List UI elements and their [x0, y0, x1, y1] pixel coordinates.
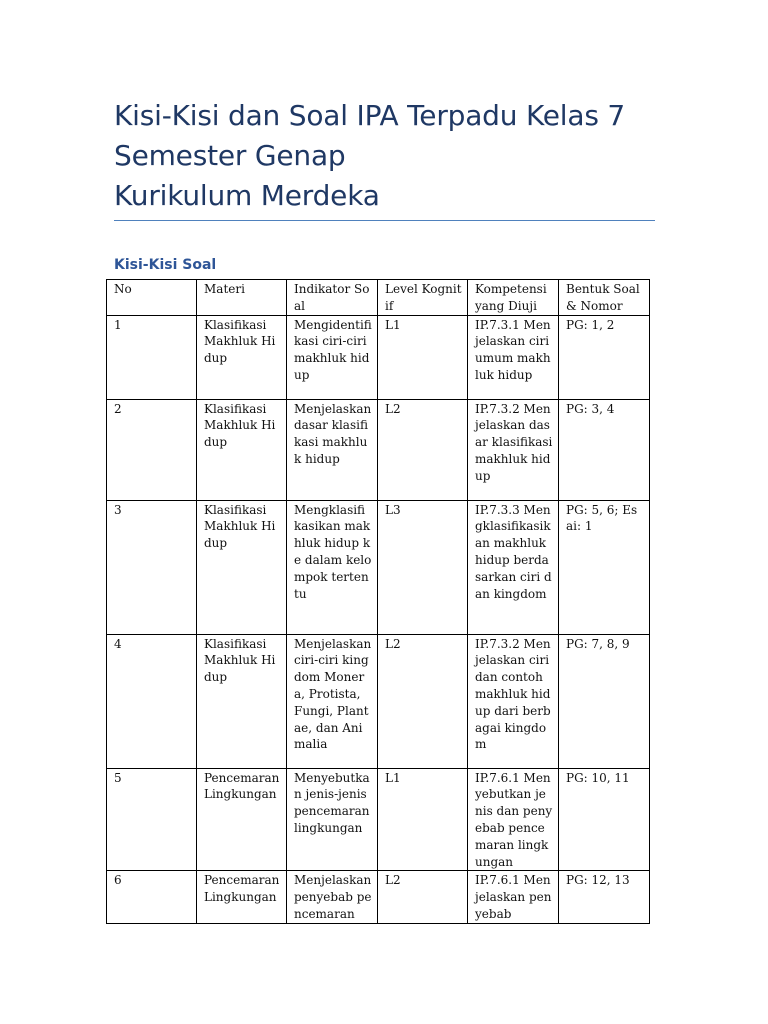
cell-no: 3 — [107, 500, 197, 634]
document-title-line: Kurikulum Merdeka — [114, 179, 380, 212]
cell-materi: Klasifikasi Makhluk Hidup — [197, 399, 287, 500]
cell-level: L1 — [378, 315, 468, 399]
cell-indikator: Mengklasifikasikan makhluk hidup ke dalam kelompok tertentu — [287, 500, 378, 634]
cell-level: L1 — [378, 768, 468, 871]
document-title — [114, 96, 674, 216]
table-row — [107, 500, 650, 634]
cell-materi: Pencemaran Lingkungan — [197, 768, 287, 871]
cell-bentuk: PG: 10, 11 — [559, 768, 650, 871]
header-level-kognitif: Level Kognitif — [378, 280, 468, 316]
document-title-line: Semester Genap — [114, 139, 346, 172]
cell-materi: Pencemaran Lingkungan — [197, 871, 287, 923]
cell-indikator: Menjelaskan dasar klasifikasi makhluk hidup — [287, 399, 378, 500]
cell-kompetensi: IP.7.6.1 Menjelaskan penyebab — [468, 871, 559, 923]
cell-level: L3 — [378, 500, 468, 634]
cell-bentuk: PG: 7, 8, 9 — [559, 634, 650, 768]
table-header-row — [107, 280, 650, 316]
header-materi: Materi — [197, 280, 287, 316]
cell-no: 6 — [107, 871, 197, 923]
cell-kompetensi: IP.7.6.1 Menyebutkan jenis dan penyebab pencemaran lingkungan — [468, 768, 559, 871]
title-divider — [114, 220, 655, 221]
cell-materi: Klasifikasi Makhluk Hidup — [197, 315, 287, 399]
cell-no: 1 — [107, 315, 197, 399]
cell-no: 4 — [107, 634, 197, 768]
cell-bentuk: PG: 5, 6; Esai: 1 — [559, 500, 650, 634]
cell-indikator: Mengidentifikasi ciri-ciri makhluk hidup — [287, 315, 378, 399]
table-row — [107, 315, 650, 399]
cell-kompetensi: IP.7.3.2 Menjelaskan dasar klasifikasi makhluk hidup — [468, 399, 559, 500]
cell-indikator: Menjelaskan penyebab pencemaran — [287, 871, 378, 923]
cell-no: 2 — [107, 399, 197, 500]
cell-bentuk: PG: 12, 13 — [559, 871, 650, 923]
cell-no: 5 — [107, 768, 197, 871]
cell-bentuk: PG: 1, 2 — [559, 315, 650, 399]
table-row — [107, 768, 650, 871]
header-no: No — [107, 280, 197, 316]
cell-indikator: Menyebutkan jenis-jenis pencemaran lingkungan — [287, 768, 378, 871]
section-heading: Kisi-Kisi Soal — [114, 257, 217, 273]
header-bentuk-soal: Bentuk Soal & Nomor — [559, 280, 650, 316]
kisi-kisi-table — [106, 279, 650, 924]
cell-kompetensi: IP.7.3.3 Mengklasifikasikan makhluk hidup berdasarkan ciri dan kingdom — [468, 500, 559, 634]
header-kompetensi: Kompetensi yang Diuji — [468, 280, 559, 316]
table-row — [107, 634, 650, 768]
cell-kompetensi: IP.7.3.1 Menjelaskan ciri umum makhluk hidup — [468, 315, 559, 399]
cell-level: L2 — [378, 871, 468, 923]
cell-indikator: Menjelaskan ciri-ciri kingdom Monera, Protista, Fungi, Plantae, dan Animalia — [287, 634, 378, 768]
cell-materi: Klasifikasi Makhluk Hidup — [197, 500, 287, 634]
header-indikator-soal: Indikator Soal — [287, 280, 378, 316]
document-title-line: Kisi-Kisi dan Soal IPA Terpadu Kelas 7 — [114, 99, 626, 132]
cell-bentuk: PG: 3, 4 — [559, 399, 650, 500]
cell-level: L2 — [378, 399, 468, 500]
cell-materi: Klasifikasi Makhluk Hidup — [197, 634, 287, 768]
table-row — [107, 871, 650, 923]
cell-level: L2 — [378, 634, 468, 768]
cell-kompetensi: IP.7.3.2 Menjelaskan ciri dan contoh makhluk hidup dari berbagai kingdom — [468, 634, 559, 768]
table-row — [107, 399, 650, 500]
